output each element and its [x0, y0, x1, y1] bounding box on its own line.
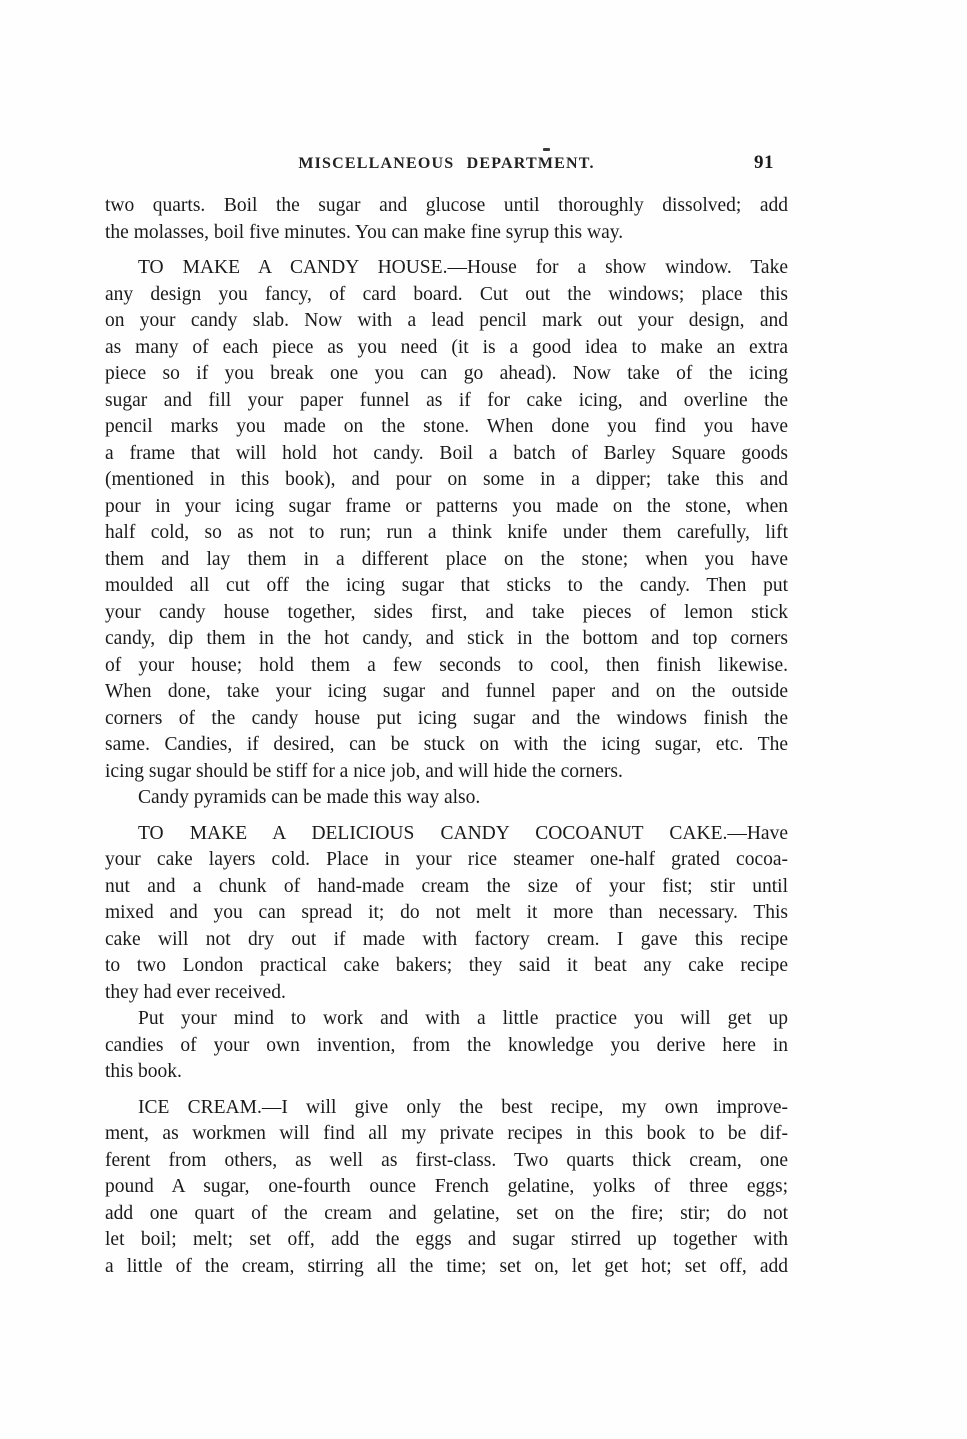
text-line: ICE CREAM.—I will give only the best recipe, my own improve-: [138, 1096, 788, 1118]
text-line: sugar and fill your paper funnel as if for cake icing, and overline the: [105, 389, 788, 411]
text-line: let boil; melt; set off, add the eggs and sugar stirred up together with: [105, 1229, 788, 1250]
running-head-title: MISCELLANEOUS DEPARTMENT.: [298, 155, 595, 172]
text-line: they had ever received.: [105, 981, 286, 1003]
text-line: moulded all cut off the icing sugar that sticks to the candy. Then put: [105, 575, 788, 596]
text-line: piece so if you break one you can go ahead). Now take of the icing: [105, 363, 788, 384]
text-line: add one quart of the cream and gelatine, set on the fire; stir; do not: [105, 1202, 788, 1224]
page-header: [105, 152, 788, 181]
text-line: same. Candies, if desired, can be stuck on with the icing sugar, etc. The: [105, 734, 788, 755]
text-line: TO MAKE A CANDY HOUSE.—House for a show window. Take: [138, 257, 788, 278]
text-line: mixed and you can spread it; do not melt it more than necessary. This: [105, 902, 788, 923]
text-line: cake will not dry out if made with factory cream. I gave this recipe: [105, 928, 788, 950]
scan-artifact-dash: [543, 148, 550, 151]
text-line: your cake layers cold. Place in your rice steamer one-half grated cocoa-: [105, 849, 788, 870]
text-line: the molasses, boil five minutes. You can make fine syrup this way.: [105, 221, 624, 243]
text-line: ment, as workmen will find all my private recipes in this book to be dif-: [105, 1123, 788, 1144]
text-line: Candy pyramids can be made this way also.: [138, 787, 481, 808]
text-line: this book.: [105, 1061, 182, 1082]
text-line: any design you fancy, of card board. Cut out the windows; place this: [105, 283, 788, 305]
text-line: icing sugar should be stiff for a nice job, and will hide the corners.: [105, 760, 623, 782]
text-line: candies of your own invention, from the knowledge you derive here in: [105, 1034, 788, 1056]
text-line: on your candy slab. Now with a lead pencil mark out your design, and: [105, 310, 788, 331]
text-line: to two London practical cake bakers; they said it beat any cake recipe: [105, 955, 788, 976]
text-line: (mentioned in this book), and pour on some in a dipper; take this and: [105, 469, 788, 490]
page-body-text: [105, 193, 788, 1280]
text-line: a little of the cream, stirring all the time; set on, let get hot; set off, add: [105, 1255, 788, 1277]
page-number: 91: [754, 152, 774, 173]
paragraph-cocoanut-cake: [105, 821, 788, 1007]
text-line: pencil marks you made on the stone. When done you find you have: [105, 416, 788, 437]
paragraph-syrup-continuation: [105, 193, 788, 246]
text-line: Put your mind to work and with a little practice you will get up: [138, 1008, 788, 1029]
text-line: a frame that will hold hot candy. Boil a batch of Barley Square goods: [105, 442, 788, 464]
paragraph-candy-house: [105, 255, 788, 785]
text-line: half cold, so as not to run; run a think knife under them carefully, lift: [105, 522, 788, 543]
text-line: pour in your icing sugar frame or patterns you made on the stone, when: [105, 495, 788, 517]
text-line: them and lay them in a different place on the stone; when you have: [105, 548, 788, 570]
text-line: pound A sugar, one-fourth ounce French gelatine, yolks of three eggs;: [105, 1176, 788, 1197]
paragraph-practice-note: [105, 1006, 788, 1086]
text-line: as many of each piece as you need (it is a good idea to make an extra: [105, 336, 788, 358]
text-line: candy, dip them in the hot candy, and stick in the bottom and top corners: [105, 628, 788, 649]
text-line: of your house; hold them a few seconds to cool, then finish likewise.: [105, 654, 788, 676]
text-line: your candy house together, sides first, and take pieces of lemon stick: [105, 601, 788, 623]
text-line: nut and a chunk of hand-made cream the size of your fist; stir until: [105, 875, 788, 897]
paragraph-candy-pyramids: [105, 785, 788, 812]
text-line: two quarts. Boil the sugar and glucose until thoroughly dissolved; add: [105, 195, 788, 216]
text-line: When done, take your icing sugar and funnel paper and on the outside: [105, 681, 788, 702]
paragraph-ice-cream: [105, 1095, 788, 1281]
text-line: TO MAKE A DELICIOUS CANDY COCOANUT CAKE.—Have: [138, 822, 788, 844]
text-line: ferent from others, as well as first-class. Two quarts thick cream, one: [105, 1149, 788, 1171]
text-line: corners of the candy house put icing sugar and the windows finish the: [105, 707, 788, 729]
